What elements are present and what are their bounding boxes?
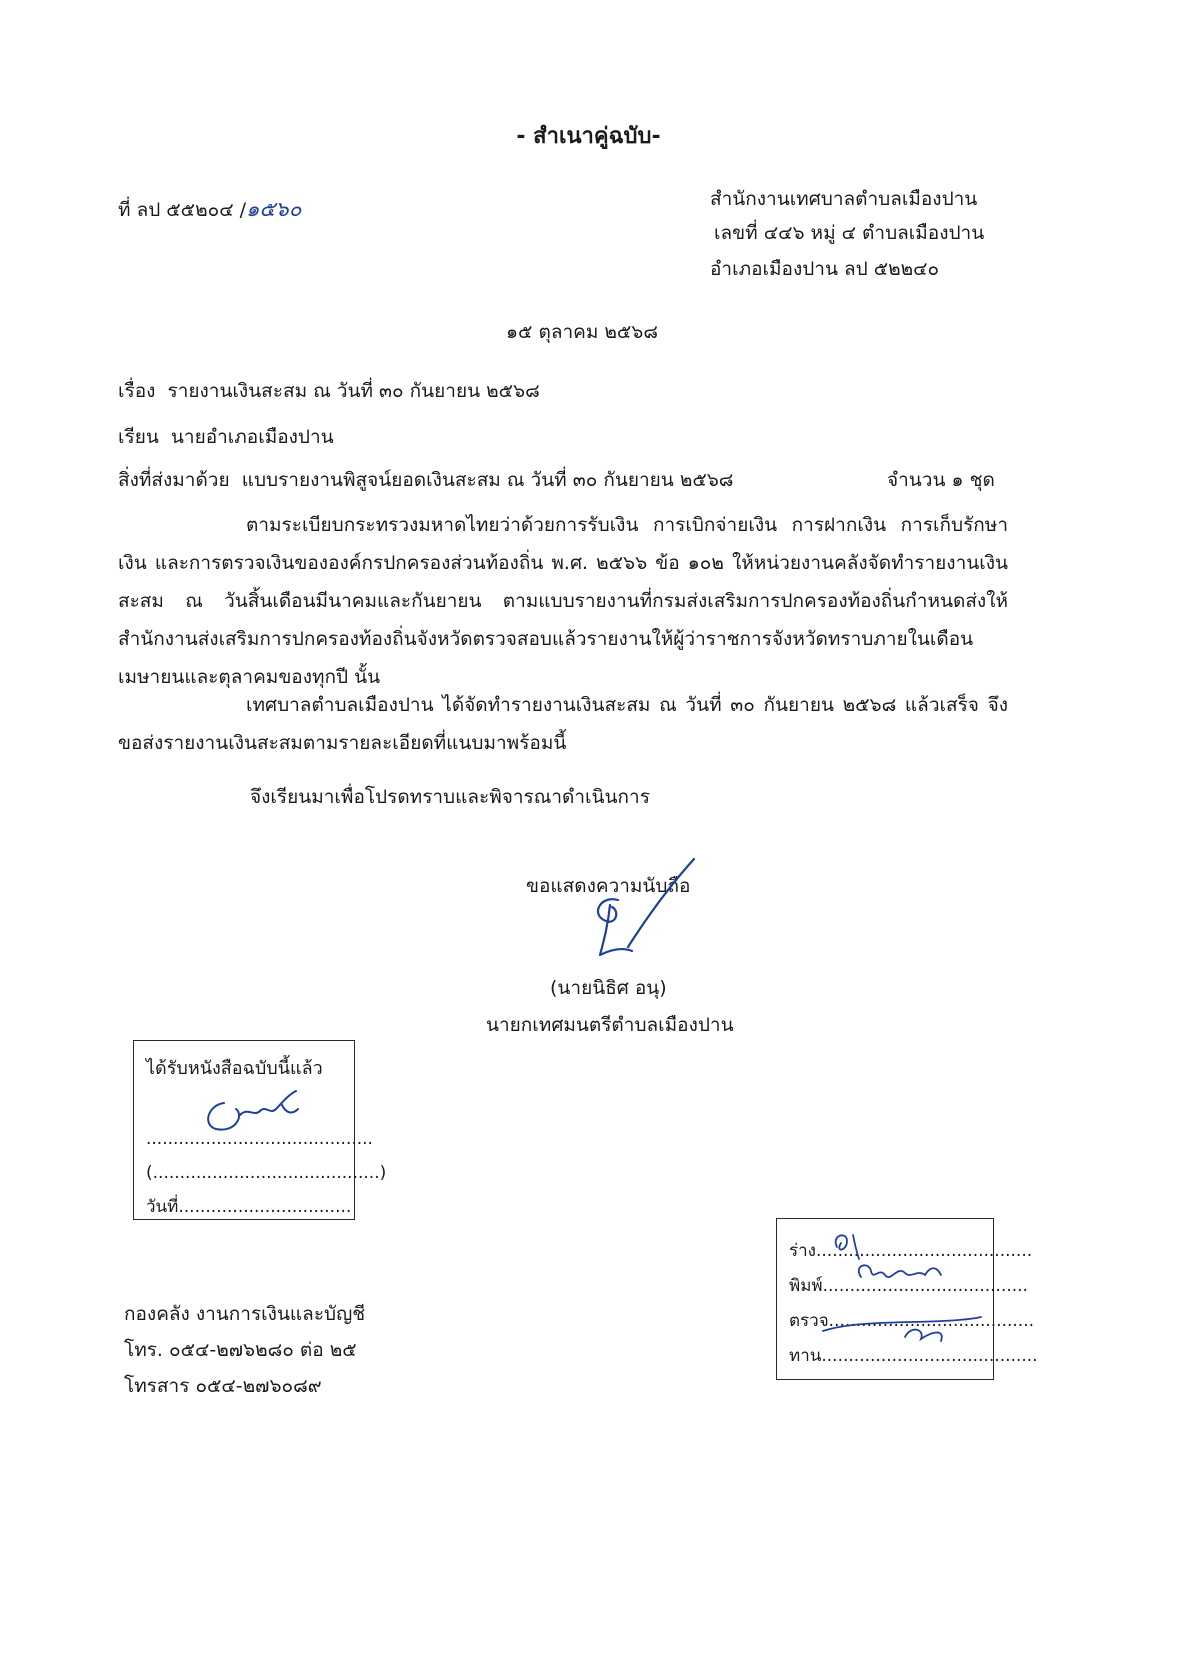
recipient-line bbox=[118, 424, 334, 450]
reference-handwritten-number: ๑๕๖๐ bbox=[246, 197, 302, 221]
receipt-name-line: (..........................................) bbox=[146, 1163, 387, 1183]
sender-address-line3: อำเภอเมืองปาน ลป ๕๒๒๔๐ bbox=[710, 258, 940, 280]
receipt-signature-line: .......................................... bbox=[146, 1129, 373, 1149]
signature-mark bbox=[570, 855, 710, 965]
reference-number bbox=[118, 196, 301, 223]
receipt-box bbox=[133, 1040, 387, 1220]
enclosure-label: สิ่งที่ส่งมาด้วย bbox=[118, 469, 230, 491]
signer-name: (นายนิธิศ อนุ) bbox=[550, 977, 667, 999]
routing-checked: ตรวจ...................................... bbox=[789, 1311, 1035, 1331]
routing-box bbox=[776, 1218, 1038, 1380]
enclosure-line bbox=[118, 467, 733, 493]
signer-position: นายกเทศมนตรีตำบลเมืองปาน bbox=[486, 1014, 734, 1036]
letter-date: ๑๕ ตุลาคม ๒๕๖๘ bbox=[506, 321, 659, 343]
contact-phone: โทร. ๐๕๔-๒๗๖๒๘๐ ต่อ ๒๕ bbox=[124, 1339, 357, 1361]
body-paragraph-2: เทศบาลตำบลเมืองปาน ได้จัดทำรายงานเงินสะสม ณ วันที่ ๓๐ กันยายน ๒๕๖๘ แล้วเสร็จ จึงขอส่งรายงานเงินสะสมตามรายละเอียดที่แนบมาพร้อมนี้ bbox=[118, 694, 1008, 754]
subject-line bbox=[118, 378, 540, 404]
reference-prefix: ที่ ลป ๕๕๒๐๔ / bbox=[118, 199, 247, 221]
receipt-date-line: วันที่................................ bbox=[146, 1197, 352, 1217]
routing-typed: พิมพ์...................................... bbox=[789, 1276, 1028, 1296]
subject-label: เรื่อง bbox=[118, 380, 156, 402]
receipt-title: ได้รับหนังสือฉบับนี้แล้ว bbox=[146, 1058, 323, 1079]
recipient-text: นายอำเภอเมืองปาน bbox=[170, 426, 334, 448]
copy-mark: - สำเนาคู่ฉบับ- bbox=[516, 124, 661, 149]
routing-initials-marks bbox=[813, 1225, 989, 1355]
closing-request: จึงเรียนมาเพื่อโปรดทราบและพิจารณาดำเนินการ bbox=[250, 786, 650, 808]
sender-address-line1: สำนักงานเทศบาลตำบลเมืองปาน bbox=[710, 188, 978, 210]
routing-seen: ทาน........................................ bbox=[789, 1346, 1038, 1366]
subject-text: รายงานเงินสะสม ณ วันที่ ๓๐ กันยายน ๒๕๖๘ bbox=[167, 380, 540, 402]
enclosure-text: แบบรายงานพิสูจน์ยอดเงินสะสม ณ วันที่ ๓๐ กันยายน ๒๕๖๘ bbox=[241, 469, 734, 491]
recipient-label: เรียน bbox=[118, 426, 159, 448]
contact-department: กองคลัง งานการเงินและบัญชี bbox=[124, 1303, 366, 1325]
sender-address-line2: เลขที่ ๔๔๖ หมู่ ๔ ตำบลเมืองปาน bbox=[714, 222, 985, 244]
enclosure-quantity: จำนวน ๑ ชุด bbox=[887, 469, 995, 491]
routing-draft: ร่าง........................................ bbox=[789, 1241, 1033, 1261]
signature-closing: ขอแสดงความนับถือ bbox=[526, 875, 691, 897]
body-paragraph-1: ตามระเบียบกระทรวงมหาดไทยว่าด้วยการรับเงิน การเบิกจ่ายเงิน การฝากเงิน การเก็บรักษาเงิน และการตรวจเงินขององค์กรปกครองส่วนท้องถิ่น พ.ศ. ๒๕๖๖ ข้อ ๑๐๒ ให้หน่วยงานคลังจัดทำรายงานเงินสะสม ณ วันสิ้นเดือนมีนาคมและกันยายน ตามแบบรายงานที่กรมส่งเสริมการปกครองท้องถิ่นกำหนดส่งให้สำนักงานส่งเสริมการปกครองท้องถิ่นจังหวัดตรวจสอบแล้วรายงานให้ผู้ว่าราชการจังหวัดทราบภายในเดือนเมษายนและตุลาคมของทุกปี นั้น bbox=[118, 514, 1008, 688]
contact-fax: โทรสาร ๐๕๔-๒๗๖๐๘๙ bbox=[124, 1375, 322, 1397]
